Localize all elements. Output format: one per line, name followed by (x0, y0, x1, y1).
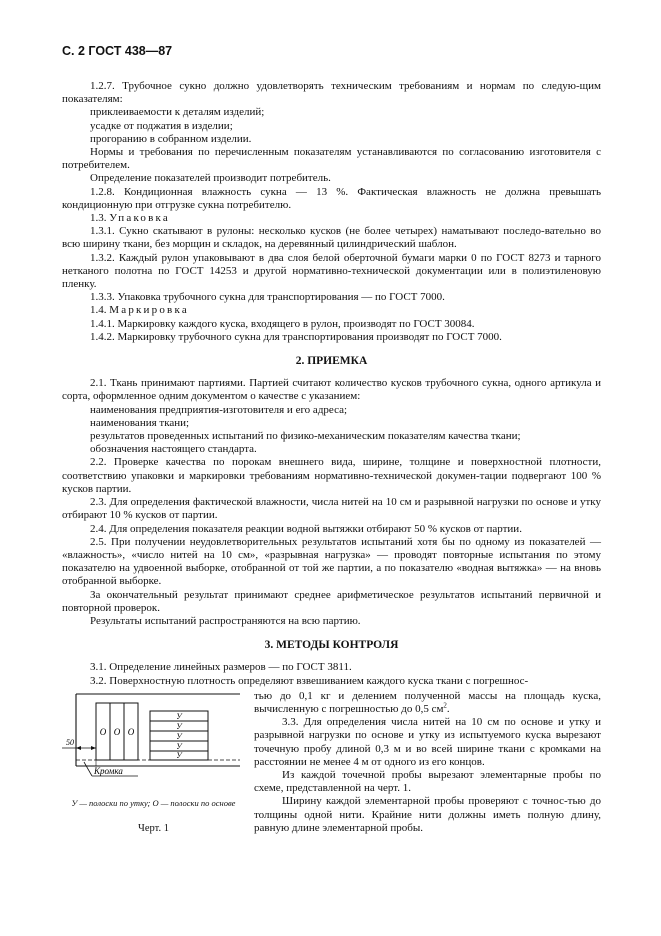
list-item: наименования ткани; (90, 416, 190, 429)
list-item: прогоранию в собранном изделии. (90, 132, 252, 145)
para-2-2: 2.2. Проверке качества по порокам внешнего вида, ширине, толщине и поверхностной плотности, соответствию упаковки и маркировки требованиям нормативно-технической докумен-тации подвергают 100 % кусков партии. (62, 456, 601, 495)
para-2-3: 2.3. Для определения фактической влажности, числа нитей на 10 см и разрывной нагрузки по основе и утку отбирают 10 % кусков от партии. (62, 496, 601, 522)
section-3-title: 3. МЕТОДЫ КОНТРОЛЯ (264, 639, 399, 652)
para-3-2-end: . (446, 702, 450, 715)
edge-label: Кромка (94, 765, 123, 776)
para-3-2-cont (254, 690, 601, 716)
para-1-3-3: 1.3.3. Упаковка трубочного сукна для транспортирования — по ГОСТ 7000. (90, 291, 445, 304)
list-item: приклеиваемости к деталям изделий; (90, 106, 265, 119)
paragraph: Определение показателей производит потребитель. (90, 172, 331, 185)
label-o-2: О (113, 726, 121, 737)
list-item: наименования предприятия-изготовителя и его адреса; (90, 403, 348, 416)
subsection-number: 1.4. (90, 304, 107, 317)
paragraph: Результаты испытаний распространяются на всю партию. (90, 614, 361, 627)
dimension-label: 50 (66, 737, 74, 747)
label-o-3: О (127, 726, 135, 737)
para-1-4-1: 1.4.1. Маркировку каждого куска, входящего в рулон, производят по ГОСТ 30084. (90, 317, 475, 330)
list-item: усадке от поджатия в изделии; (90, 119, 233, 132)
page-body (62, 80, 601, 880)
list-item: обозначения настоящего стандарта. (90, 443, 257, 456)
para-2-1: 2.1. Ткань принимают партиями. Партией считают количество кусков трубочного сукна, одного артикула и сорта, оформленное одним документом о качестве с указанием: (62, 377, 601, 403)
para-3-2-text: тью до 0,1 кг и делением полученной массы на площадь куска, вычисленную с погрешностью до 0,5 см (254, 689, 601, 715)
label-y-2: У (176, 721, 182, 731)
subsection-number: 1.3. (90, 212, 107, 225)
subsection-title: Упаковка (109, 212, 170, 225)
para-1-3-1: 1.3.1. Сукно скатывают в рулоны: несколько кусков (не более четырех) наматывают последо-вательно во всю ширину ткани, без морщин и складок, на деревянный цилиндрический шаблон. (62, 225, 601, 251)
figure-side-text (254, 690, 601, 835)
subsection-heading-1-4 (62, 304, 601, 317)
label-y-4: У (176, 741, 182, 751)
figure-area (62, 690, 601, 880)
para-1-2-8: 1.2.8. Кондиционная влажность сукна — 13 %. Фактическая влажность не должна превышать кондиционную при отгрузке сукна потребителю. (62, 185, 601, 211)
label-y-3: У (176, 731, 182, 741)
para-1-2-7: 1.2.7. Трубочное сукно должно удовлетворять техническим требованиям и нормам по следую-щим показателям: (62, 80, 601, 106)
paragraph: Нормы и требования по перечисленным показателям устанавливаются по согласованию изготовителя с потребителем. (62, 146, 601, 172)
paragraph: Ширину каждой элементарной пробы проверяют с точнос-тью до толщины одной нити. Крайние нити должны иметь полную длину, равную длине элементарной пробы. (254, 795, 601, 834)
paragraph: Из каждой точечной пробы вырезают элементарные пробы по схеме, представленной на черт. 1. (254, 768, 601, 795)
para-1-3-2: 1.3.2. Каждый рулон упаковывают в два слоя белой оберточной бумаги марки 0 по ГОСТ 8273 и тарного нетканого полотна по ГОСТ 14253 и другой нормативно-технической документации или в полиэтиленовую пленку. (62, 251, 601, 291)
para-1-4-2: 1.4.2. Маркировку трубочного сукна для транспортирования производят по ГОСТ 7000. (90, 330, 502, 343)
label-y-1: У (176, 711, 182, 721)
sampling-scheme-diagram (62, 690, 245, 796)
figure-legend: У — полоски по утку; О — полоски по основе (71, 797, 236, 808)
page-header: С. 2 ГОСТ 438—87 (62, 44, 173, 58)
paragraph: За окончательный результат принимают среднее арифметическое результатов испытаний первичной и повторной проверок. (62, 588, 601, 614)
section-2-title: 2. ПРИЕМКА (295, 355, 368, 368)
para-3-3: 3.3. Для определения числа нитей на 10 см по основе и утку и разрывной нагрузки по основе и утку из испытуемого куска вырезают точечную пробу длиной 0,3 м и во всей ширине ткани с кромками на расстоянии не менее 4 м от одного из его концов. (254, 716, 601, 768)
superscript: 2 (443, 701, 447, 710)
figure-caption: Черт. 1 (138, 822, 169, 834)
subsection-heading-1-3 (62, 212, 601, 225)
para-2-5: 2.5. При получении неудовлетворительных результатов испытаний хотя бы по одному из показателей — «влажность», «число нитей на 10 см», «разрывная нагрузка» — проводят повторные испытания по этому показателю на удвоенной выборке, отобранной от той же партии, а по показателю «водная вытяжка» — на вновь отобранной выборке. (62, 535, 601, 588)
label-y-5: У (176, 750, 182, 760)
para-3-1: 3.1. Определение линейных размеров — по ГОСТ 3811. (90, 661, 352, 674)
figure-1 (62, 690, 245, 880)
para-3-2: 3.2. Поверхностную плотность определяют взвешиванием каждого куска ткани с погрешнос- (90, 674, 529, 687)
list-item: результатов проведенных испытаний по физико-механическим показателям качества ткани; (90, 430, 521, 443)
label-o-1: О (99, 726, 107, 737)
subsection-title: Маркировка (109, 304, 189, 317)
para-2-4: 2.4. Для определения показателя реакции водной вытяжки отбирают 50 % кусков от партии. (90, 522, 522, 535)
